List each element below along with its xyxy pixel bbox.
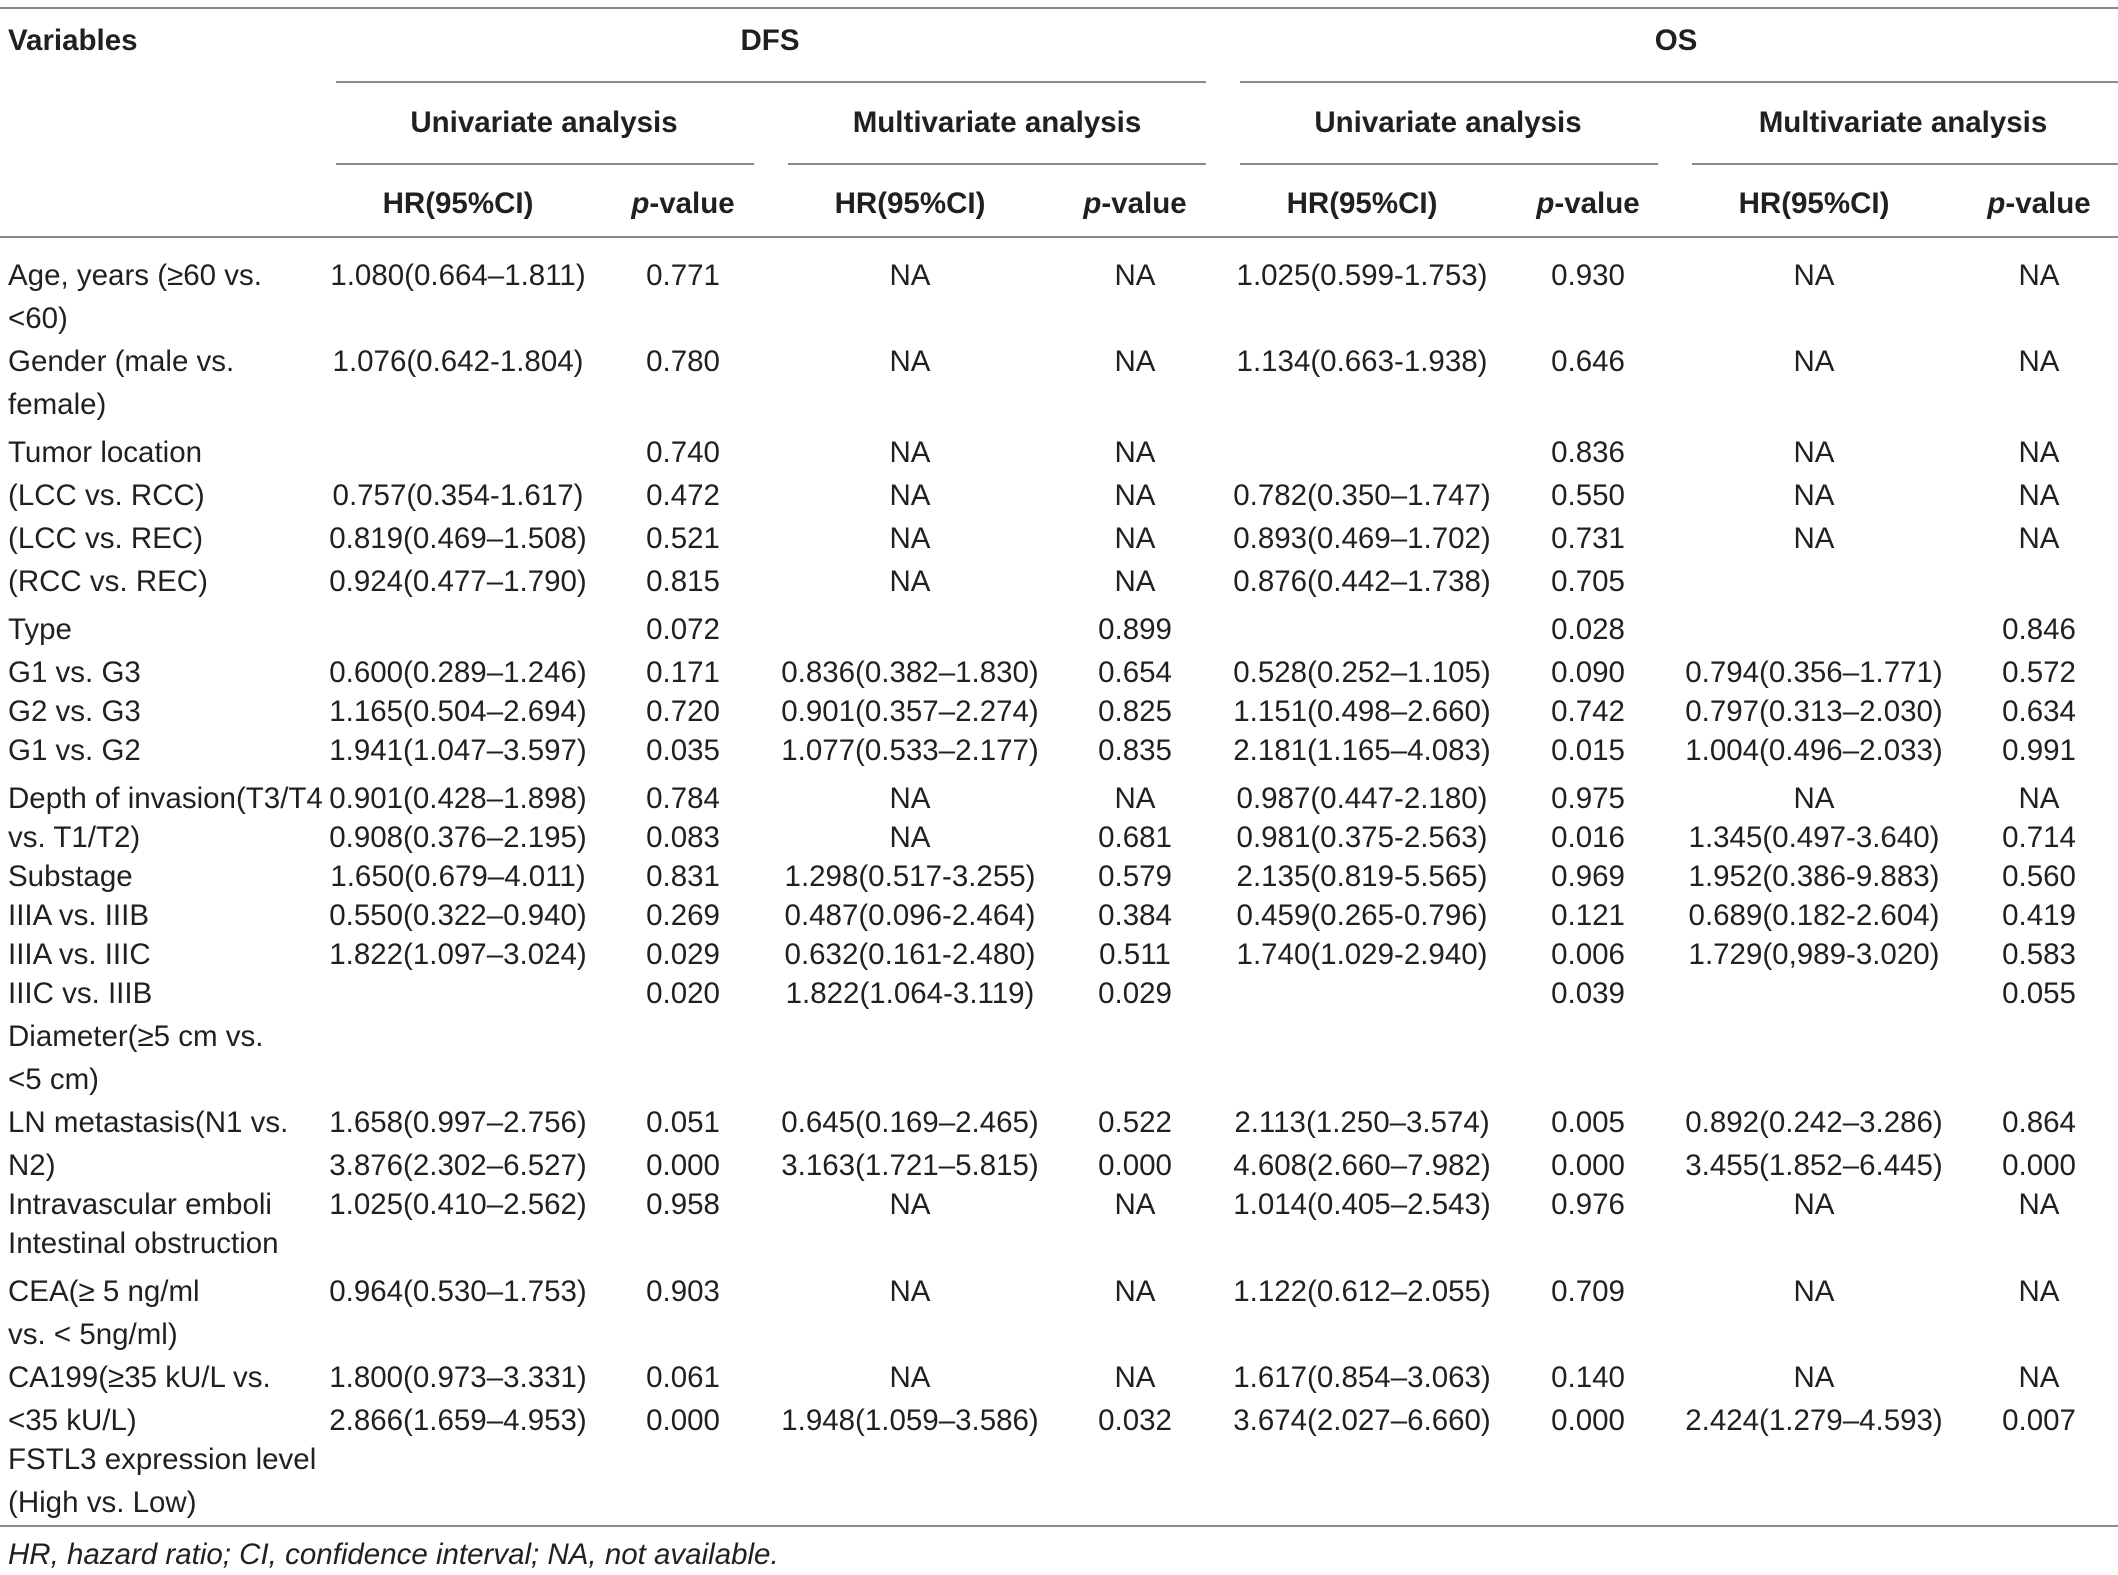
cell-dfs-uni-p: 0.771 — [646, 259, 720, 292]
cell-os-uni-hr: 0.528(0.252–1.105) — [1233, 656, 1491, 689]
cell-dfs-multi-p: NA — [1114, 345, 1156, 378]
cell-dfs-uni-hr: 1.658(0.997–2.756) — [329, 1106, 587, 1139]
cell-os-uni-hr: 1.134(0.663-1.938) — [1236, 345, 1488, 378]
cell-os-uni-p: 0.005 — [1551, 1106, 1625, 1139]
cell-dfs-uni-p: 0.472 — [646, 479, 720, 512]
cell-os-multi-p: NA — [2018, 259, 2060, 292]
variable-label-line: vs. < 5ng/ml) — [8, 1318, 178, 1351]
cell-os-multi-p: NA — [2018, 522, 2060, 555]
variable-label-line: (LCC vs. RCC) — [8, 479, 205, 512]
variable-label-line: <35 kU/L) — [8, 1404, 137, 1437]
cell-os-multi-hr: NA — [1793, 1275, 1835, 1308]
cell-os-multi-hr: NA — [1793, 1188, 1835, 1221]
cell-dfs-uni-hr: 1.800(0.973–3.331) — [329, 1361, 587, 1394]
header-os-multivariate: Multivariate analysis — [1758, 106, 2048, 139]
header-variables: Variables — [8, 24, 138, 57]
cell-dfs-uni-p: 0.815 — [646, 565, 720, 598]
cell-dfs-multi-hr: NA — [889, 782, 931, 815]
cell-dfs-multi-hr: NA — [889, 565, 931, 598]
cell-dfs-uni-p: 0.083 — [646, 821, 720, 854]
cell-os-uni-hr: 1.122(0.612–2.055) — [1233, 1275, 1491, 1308]
cell-dfs-uni-hr: 1.076(0.642-1.804) — [332, 345, 584, 378]
cell-os-uni-hr: 1.740(1.029-2.940) — [1236, 938, 1488, 971]
variable-label-line: vs. T1/T2) — [8, 821, 141, 854]
cell-dfs-uni-hr: 0.819(0.469–1.508) — [329, 522, 587, 555]
header-rule — [0, 236, 2118, 238]
cell-dfs-uni-p: 0.029 — [646, 938, 720, 971]
cell-dfs-multi-p: NA — [1114, 1361, 1156, 1394]
cell-os-uni-hr: 0.782(0.350–1.747) — [1233, 479, 1491, 512]
cell-os-multi-hr: 3.455(1.852–6.445) — [1685, 1149, 1943, 1182]
cell-os-uni-hr: 0.459(0.265-0.796) — [1236, 899, 1488, 932]
top-rule — [0, 7, 2118, 9]
cell-dfs-multi-p: 0.522 — [1098, 1106, 1172, 1139]
variable-label-line: Intestinal obstruction — [8, 1227, 279, 1260]
p-rest: -value — [649, 187, 735, 220]
cell-os-uni-p: 0.000 — [1551, 1404, 1625, 1437]
cell-os-multi-p: 0.055 — [2002, 977, 2076, 1010]
cell-os-multi-hr: 0.892(0.242–3.286) — [1685, 1106, 1943, 1139]
footnote: HR, hazard ratio; CI, confidence interval; NA, not available. — [8, 1538, 779, 1571]
os-multi-rule — [1692, 163, 2118, 165]
cell-dfs-uni-p: 0.020 — [646, 977, 720, 1010]
cell-dfs-multi-hr: NA — [889, 259, 931, 292]
variable-label-line: Age, years (≥60 vs. — [8, 259, 262, 292]
variable-label-line: Gender (male vs. — [8, 345, 235, 378]
cell-dfs-uni-p: 0.051 — [646, 1106, 720, 1139]
cell-dfs-uni-hr: 1.165(0.504–2.694) — [329, 695, 587, 728]
cell-dfs-multi-p: NA — [1114, 479, 1156, 512]
variable-label-line: Intravascular emboli — [8, 1188, 272, 1221]
cell-dfs-uni-p: 0.061 — [646, 1361, 720, 1394]
cell-dfs-uni-p: 0.958 — [646, 1188, 720, 1221]
cell-dfs-uni-p: 0.740 — [646, 436, 720, 469]
variable-label-line: Tumor location — [8, 436, 203, 469]
cell-dfs-multi-p: 0.899 — [1098, 613, 1172, 646]
cell-dfs-multi-p: 0.835 — [1098, 734, 1172, 767]
cell-dfs-uni-p: 0.171 — [646, 656, 720, 689]
cell-dfs-multi-p: 0.384 — [1098, 899, 1172, 932]
cell-dfs-multi-p: 0.032 — [1098, 1404, 1172, 1437]
cell-os-multi-hr: 2.424(1.279–4.593) — [1685, 1404, 1943, 1437]
cell-os-uni-p: 0.705 — [1551, 565, 1625, 598]
variable-label-line: female) — [8, 388, 107, 421]
cell-dfs-uni-hr: 2.866(1.659–4.953) — [329, 1404, 587, 1437]
cell-os-multi-p: NA — [2018, 436, 2060, 469]
cell-dfs-multi-hr: 0.487(0.096-2.464) — [784, 899, 1036, 932]
cell-os-uni-p: 0.000 — [1551, 1149, 1625, 1182]
cell-os-multi-p: 0.991 — [2002, 734, 2076, 767]
p-italic: p — [1536, 187, 1555, 220]
cell-os-multi-hr: 1.952(0.386-9.883) — [1688, 860, 1940, 893]
cell-dfs-uni-hr: 0.924(0.477–1.790) — [329, 565, 587, 598]
variable-label-line: FSTL3 expression level — [8, 1443, 317, 1476]
bottom-rule — [0, 1525, 2118, 1527]
variable-label-line: Type — [8, 613, 72, 646]
cell-dfs-uni-p: 0.720 — [646, 695, 720, 728]
variable-label-line: (LCC vs. REC) — [8, 522, 204, 555]
cell-os-multi-p: 0.007 — [2002, 1404, 2076, 1437]
variable-label-line: IIIA vs. IIIB — [8, 899, 149, 932]
header-hr-1: HR(95%CI) — [382, 187, 534, 220]
cell-dfs-multi-p: NA — [1114, 782, 1156, 815]
cell-os-uni-hr: 4.608(2.660–7.982) — [1233, 1149, 1491, 1182]
cell-os-multi-p: NA — [2018, 345, 2060, 378]
cell-os-uni-hr: 1.014(0.405–2.543) — [1233, 1188, 1491, 1221]
cell-os-uni-p: 0.742 — [1551, 695, 1625, 728]
cell-dfs-uni-p: 0.903 — [646, 1275, 720, 1308]
cell-dfs-uni-p: 0.784 — [646, 782, 720, 815]
cell-dfs-uni-p: 0.521 — [646, 522, 720, 555]
cell-os-multi-hr: NA — [1793, 1361, 1835, 1394]
header-hr-4: HR(95%CI) — [1738, 187, 1890, 220]
cell-dfs-multi-p: 0.825 — [1098, 695, 1172, 728]
cell-os-multi-hr: 1.345(0.497-3.640) — [1688, 821, 1940, 854]
cell-os-multi-p: 0.864 — [2002, 1106, 2076, 1139]
cell-os-uni-p: 0.006 — [1551, 938, 1625, 971]
cell-os-uni-p: 0.709 — [1551, 1275, 1625, 1308]
cell-dfs-multi-hr: NA — [889, 821, 931, 854]
cell-os-multi-hr: NA — [1793, 436, 1835, 469]
cell-os-uni-hr: 0.981(0.375-2.563) — [1236, 821, 1488, 854]
cell-os-multi-hr: NA — [1793, 345, 1835, 378]
cell-dfs-uni-hr: 0.908(0.376–2.195) — [329, 821, 587, 854]
dfs-multi-rule — [788, 163, 1206, 165]
variable-label-line: CEA(≥ 5 ng/ml — [8, 1275, 200, 1308]
cell-os-multi-hr: NA — [1793, 479, 1835, 512]
variable-label-line: <5 cm) — [8, 1063, 99, 1096]
cell-os-uni-hr: 2.135(0.819-5.565) — [1236, 860, 1488, 893]
cell-dfs-uni-hr: 3.876(2.302–6.527) — [329, 1149, 587, 1182]
cell-os-uni-p: 0.121 — [1551, 899, 1625, 932]
cell-os-uni-p: 0.975 — [1551, 782, 1625, 815]
cell-os-multi-hr: 0.794(0.356–1.771) — [1685, 656, 1943, 689]
cell-dfs-uni-p: 0.000 — [646, 1404, 720, 1437]
header-p-1 — [631, 184, 734, 224]
header-dfs-multivariate: Multivariate analysis — [852, 106, 1142, 139]
p-rest: -value — [1101, 187, 1187, 220]
cell-dfs-multi-hr: NA — [889, 1188, 931, 1221]
p-rest: -value — [1554, 187, 1640, 220]
header-p-3 — [1536, 184, 1639, 224]
cell-os-multi-p: NA — [2018, 1361, 2060, 1394]
cell-dfs-uni-hr: 1.080(0.664–1.811) — [330, 259, 586, 292]
cell-os-multi-p: NA — [2018, 479, 2060, 512]
cell-os-uni-p: 0.039 — [1551, 977, 1625, 1010]
cell-os-uni-hr: 0.987(0.447-2.180) — [1236, 782, 1488, 815]
variable-label-line: Substage — [8, 860, 133, 893]
cell-dfs-multi-p: 0.000 — [1098, 1149, 1172, 1182]
cell-os-multi-p: NA — [2018, 782, 2060, 815]
cell-dfs-multi-hr: NA — [889, 345, 931, 378]
cell-os-multi-p: 0.846 — [2002, 613, 2076, 646]
variable-label-line: N2) — [8, 1149, 56, 1182]
cell-os-uni-p: 0.646 — [1551, 345, 1625, 378]
variable-label-line: <60) — [8, 302, 68, 335]
cell-os-multi-p: NA — [2018, 1188, 2060, 1221]
variable-label-line: G2 vs. G3 — [8, 695, 141, 728]
variable-label-line: IIIA vs. IIIC — [8, 938, 151, 971]
cell-dfs-multi-p: NA — [1114, 259, 1156, 292]
cell-os-multi-p: 0.572 — [2002, 656, 2076, 689]
cell-dfs-multi-p: NA — [1114, 1275, 1156, 1308]
header-os: OS — [1654, 24, 1698, 57]
cell-dfs-uni-p: 0.831 — [646, 860, 720, 893]
cell-dfs-uni-p: 0.000 — [646, 1149, 720, 1182]
cell-os-uni-p: 0.028 — [1551, 613, 1625, 646]
cell-dfs-uni-hr: 0.550(0.322–0.940) — [329, 899, 587, 932]
cell-os-uni-hr: 0.876(0.442–1.738) — [1233, 565, 1491, 598]
cell-os-multi-hr: NA — [1793, 259, 1835, 292]
header-dfs-univariate: Univariate analysis — [410, 106, 678, 139]
cell-os-uni-hr: 0.893(0.469–1.702) — [1233, 522, 1491, 555]
cell-dfs-multi-hr: 1.948(1.059–3.586) — [781, 1404, 1039, 1437]
p-italic: p — [1987, 187, 2006, 220]
header-p-2 — [1083, 184, 1186, 224]
cell-os-uni-p: 0.836 — [1551, 436, 1625, 469]
header-hr-3: HR(95%CI) — [1286, 187, 1438, 220]
cell-os-uni-hr: 2.181(1.165–4.083) — [1233, 734, 1491, 767]
cell-os-multi-hr: 1.004(0.496–2.033) — [1685, 734, 1943, 767]
cell-dfs-multi-hr: 3.163(1.721–5.815) — [781, 1149, 1039, 1182]
header-p-4 — [1987, 184, 2090, 224]
dfs-uni-rule — [336, 163, 754, 165]
cell-dfs-multi-hr: 0.901(0.357–2.274) — [781, 695, 1039, 728]
cell-dfs-uni-hr: 0.600(0.289–1.246) — [329, 656, 587, 689]
variable-label-line: CA199(≥35 kU/L vs. — [8, 1361, 271, 1394]
cell-dfs-multi-hr: NA — [889, 1275, 931, 1308]
cell-dfs-multi-hr: NA — [889, 1361, 931, 1394]
variable-label-line: Diameter(≥5 cm vs. — [8, 1020, 264, 1053]
p-italic: p — [631, 187, 650, 220]
cell-dfs-multi-p: 0.681 — [1098, 821, 1172, 854]
cell-dfs-multi-hr: NA — [889, 479, 931, 512]
cell-os-uni-p: 0.550 — [1551, 479, 1625, 512]
cell-os-multi-hr: NA — [1793, 522, 1835, 555]
cell-os-multi-hr: NA — [1793, 782, 1835, 815]
cell-dfs-multi-p: 0.654 — [1098, 656, 1172, 689]
cell-os-multi-p: 0.419 — [2002, 899, 2076, 932]
cell-os-multi-hr: 0.689(0.182-2.604) — [1688, 899, 1940, 932]
header-hr-2: HR(95%CI) — [834, 187, 986, 220]
cell-os-uni-hr: 1.025(0.599-1.753) — [1236, 259, 1488, 292]
cell-dfs-multi-hr: 1.822(1.064-3.119) — [785, 977, 1035, 1010]
cell-os-uni-hr: 1.617(0.854–3.063) — [1233, 1361, 1491, 1394]
cell-dfs-multi-p: 0.579 — [1098, 860, 1172, 893]
os-rule — [1240, 81, 2118, 83]
cell-dfs-multi-hr: 0.632(0.161-2.480) — [784, 938, 1036, 971]
dfs-rule — [336, 81, 1206, 83]
cell-os-uni-p: 0.015 — [1551, 734, 1625, 767]
cell-dfs-uni-p: 0.035 — [646, 734, 720, 767]
cell-dfs-multi-hr: 0.645(0.169–2.465) — [781, 1106, 1039, 1139]
p-italic: p — [1083, 187, 1102, 220]
cell-os-multi-p: 0.634 — [2002, 695, 2076, 728]
cell-dfs-uni-hr: 0.757(0.354-1.617) — [332, 479, 584, 512]
cell-os-multi-hr: 0.797(0.313–2.030) — [1685, 695, 1943, 728]
variable-label-line: LN metastasis(N1 vs. — [8, 1106, 289, 1139]
cell-dfs-multi-hr: 0.836(0.382–1.830) — [781, 656, 1039, 689]
cell-dfs-multi-p: NA — [1114, 1188, 1156, 1221]
variable-label-line: Depth of invasion(T3/T4 — [8, 782, 323, 815]
cell-os-multi-p: 0.714 — [2002, 821, 2076, 854]
cell-os-uni-p: 0.969 — [1551, 860, 1625, 893]
cell-dfs-multi-p: 0.029 — [1098, 977, 1172, 1010]
cell-os-uni-hr: 2.113(1.250–3.574) — [1234, 1106, 1490, 1139]
cell-dfs-uni-p: 0.072 — [646, 613, 720, 646]
os-uni-rule — [1240, 163, 1658, 165]
cell-dfs-uni-hr: 1.025(0.410–2.562) — [329, 1188, 587, 1221]
cell-os-uni-p: 0.976 — [1551, 1188, 1625, 1221]
cell-dfs-uni-hr: 1.822(1.097–3.024) — [329, 938, 587, 971]
variable-label-line: (RCC vs. REC) — [8, 565, 208, 598]
cell-dfs-uni-hr: 0.964(0.530–1.753) — [329, 1275, 587, 1308]
cell-os-multi-p: NA — [2018, 1275, 2060, 1308]
variable-label-line: G1 vs. G3 — [8, 656, 141, 689]
cell-dfs-uni-p: 0.780 — [646, 345, 720, 378]
variable-label-line: IIIC vs. IIIB — [8, 977, 153, 1010]
header-dfs: DFS — [740, 24, 800, 57]
cell-os-multi-p: 0.560 — [2002, 860, 2076, 893]
cell-dfs-uni-hr: 0.901(0.428–1.898) — [329, 782, 587, 815]
cell-os-multi-p: 0.000 — [2002, 1149, 2076, 1182]
cell-os-uni-hr: 3.674(2.027–6.660) — [1233, 1404, 1491, 1437]
cell-os-uni-p: 0.930 — [1551, 259, 1625, 292]
variable-label-line: G1 vs. G2 — [8, 734, 141, 767]
p-rest: -value — [2005, 187, 2091, 220]
cell-dfs-uni-hr: 1.650(0.679–4.011) — [330, 860, 586, 893]
cell-dfs-multi-p: NA — [1114, 565, 1156, 598]
cell-dfs-multi-hr: 1.077(0.533–2.177) — [781, 734, 1039, 767]
cell-dfs-uni-p: 0.269 — [646, 899, 720, 932]
cell-os-uni-p: 0.140 — [1551, 1361, 1625, 1394]
cell-dfs-multi-p: 0.511 — [1099, 938, 1171, 971]
cell-dfs-multi-hr: NA — [889, 436, 931, 469]
cell-os-uni-hr: 1.151(0.498–2.660) — [1233, 695, 1491, 728]
cell-os-multi-hr: 1.729(0,989-3.020) — [1688, 938, 1940, 971]
cell-os-multi-p: 0.583 — [2002, 938, 2076, 971]
cell-os-uni-p: 0.016 — [1551, 821, 1625, 854]
cell-dfs-multi-p: NA — [1114, 436, 1156, 469]
cell-os-uni-p: 0.090 — [1551, 656, 1625, 689]
cell-dfs-uni-hr: 1.941(1.047–3.597) — [329, 734, 587, 767]
cell-os-uni-p: 0.731 — [1551, 522, 1625, 555]
cell-dfs-multi-p: NA — [1114, 522, 1156, 555]
cell-dfs-multi-hr: 1.298(0.517-3.255) — [784, 860, 1036, 893]
header-os-univariate: Univariate analysis — [1314, 106, 1582, 139]
cell-dfs-multi-hr: NA — [889, 522, 931, 555]
variable-label-line: (High vs. Low) — [8, 1486, 197, 1519]
